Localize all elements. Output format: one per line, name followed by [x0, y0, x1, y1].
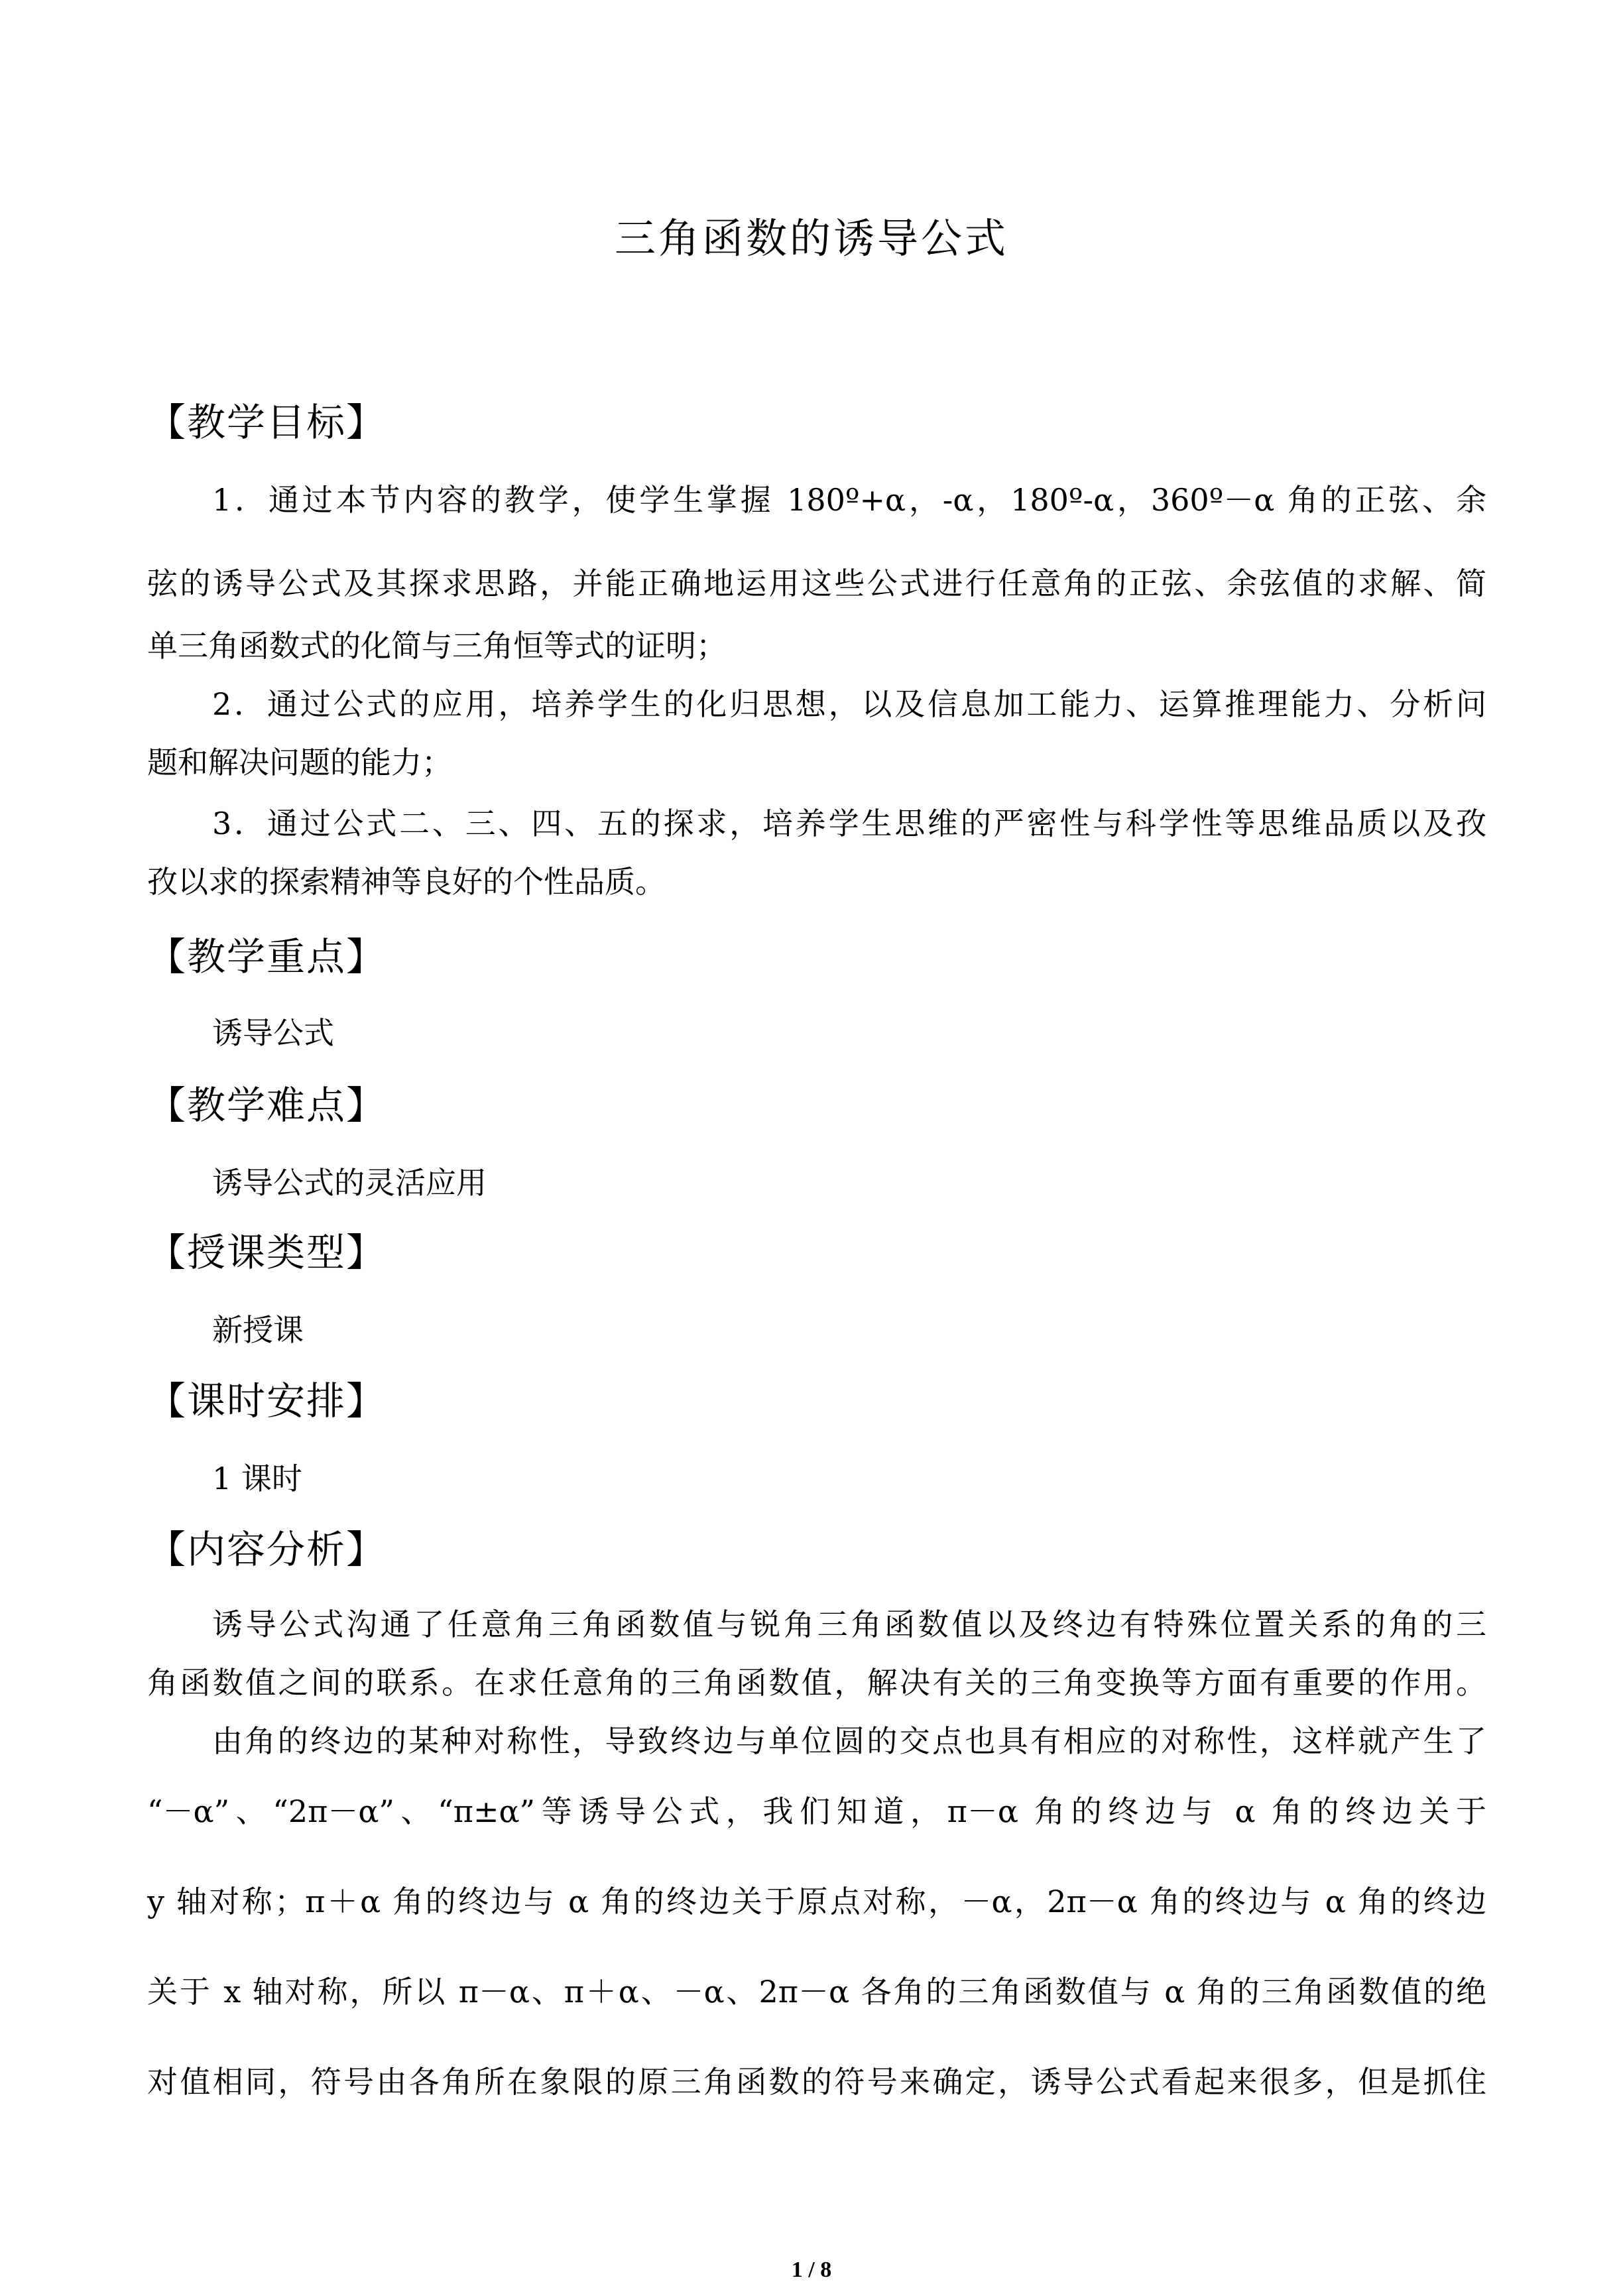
objectives-p1-line2: 弦的诱导公式及其探求思路，并能正确地运用这些公式进行任意角的正弦、余弦值的求解、简: [147, 566, 1486, 601]
heading-key-points: 【教学重点】: [147, 934, 387, 979]
difficulties-text: 诱导公式的灵活应用: [212, 1165, 487, 1201]
key-points-text: 诱导公式: [212, 1015, 334, 1051]
heading-difficulties: 【教学难点】: [147, 1083, 387, 1128]
objectives-p1-line1: 1．通过本节内容的教学，使学生掌握 180º+α，-α，180º-α，360º－α 角的正弦、余: [212, 482, 1486, 518]
lesson-type-text: 新授课: [212, 1312, 304, 1348]
analysis-line2: 角函数值之间的联系。在求任意角的三角函数值，解决有关的三角变换等方面有重要的作用。: [147, 1665, 1486, 1701]
analysis-line4: “－α”、“2π－α”、“π±α”等诱导公式，我们知道，π－α 角的终边与 α 角的终边关于: [147, 1793, 1486, 1829]
analysis-line5: y 轴对称；π＋α 角的终边与 α 角的终边关于原点对称，－α，2π－α 角的终边与 α 角的终边: [147, 1884, 1486, 1919]
objectives-p3-line1: 3．通过公式二、三、四、五的探求，培养学生思维的严密性与科学性等思维品质以及孜: [212, 806, 1486, 841]
heading-schedule: 【课时安排】: [147, 1378, 387, 1423]
objectives-p3-line2: 孜以求的探索精神等良好的个性品质。: [147, 864, 666, 900]
heading-analysis: 【内容分析】: [147, 1527, 387, 1572]
document-title: 三角函数的诱导公式: [614, 214, 1008, 263]
page-number: 1 / 8: [791, 2258, 832, 2282]
analysis-line7: 对值相同，符号由各角所在象限的原三角函数的符号来确定，诱导公式看起来很多，但是抓住: [147, 2064, 1486, 2100]
objectives-p2-line2: 题和解决问题的能力；: [147, 745, 452, 780]
objectives-p1-line3: 单三角函数式的化简与三角恒等式的证明；: [147, 628, 727, 664]
heading-lesson-type: 【授课类型】: [147, 1230, 387, 1275]
analysis-line1: 诱导公式沟通了任意角三角函数值与锐角三角函数值以及终边有特殊位置关系的角的三: [212, 1606, 1486, 1642]
analysis-line6: 关于 x 轴对称，所以 π－α、π＋α、－α、2π－α 各角的三角函数值与 α 角的三角函数值的绝: [147, 1974, 1486, 2010]
schedule-text: 1 课时: [212, 1461, 302, 1496]
heading-objectives: 【教学目标】: [147, 400, 387, 445]
objectives-p2-line1: 2．通过公式的应用，培养学生的化归思想，以及信息加工能力、运算推理能力、分析问: [212, 686, 1486, 722]
analysis-line3: 由角的终边的某种对称性，导致终边与单位圆的交点也具有相应的对称性，这样就产生了: [212, 1723, 1486, 1759]
